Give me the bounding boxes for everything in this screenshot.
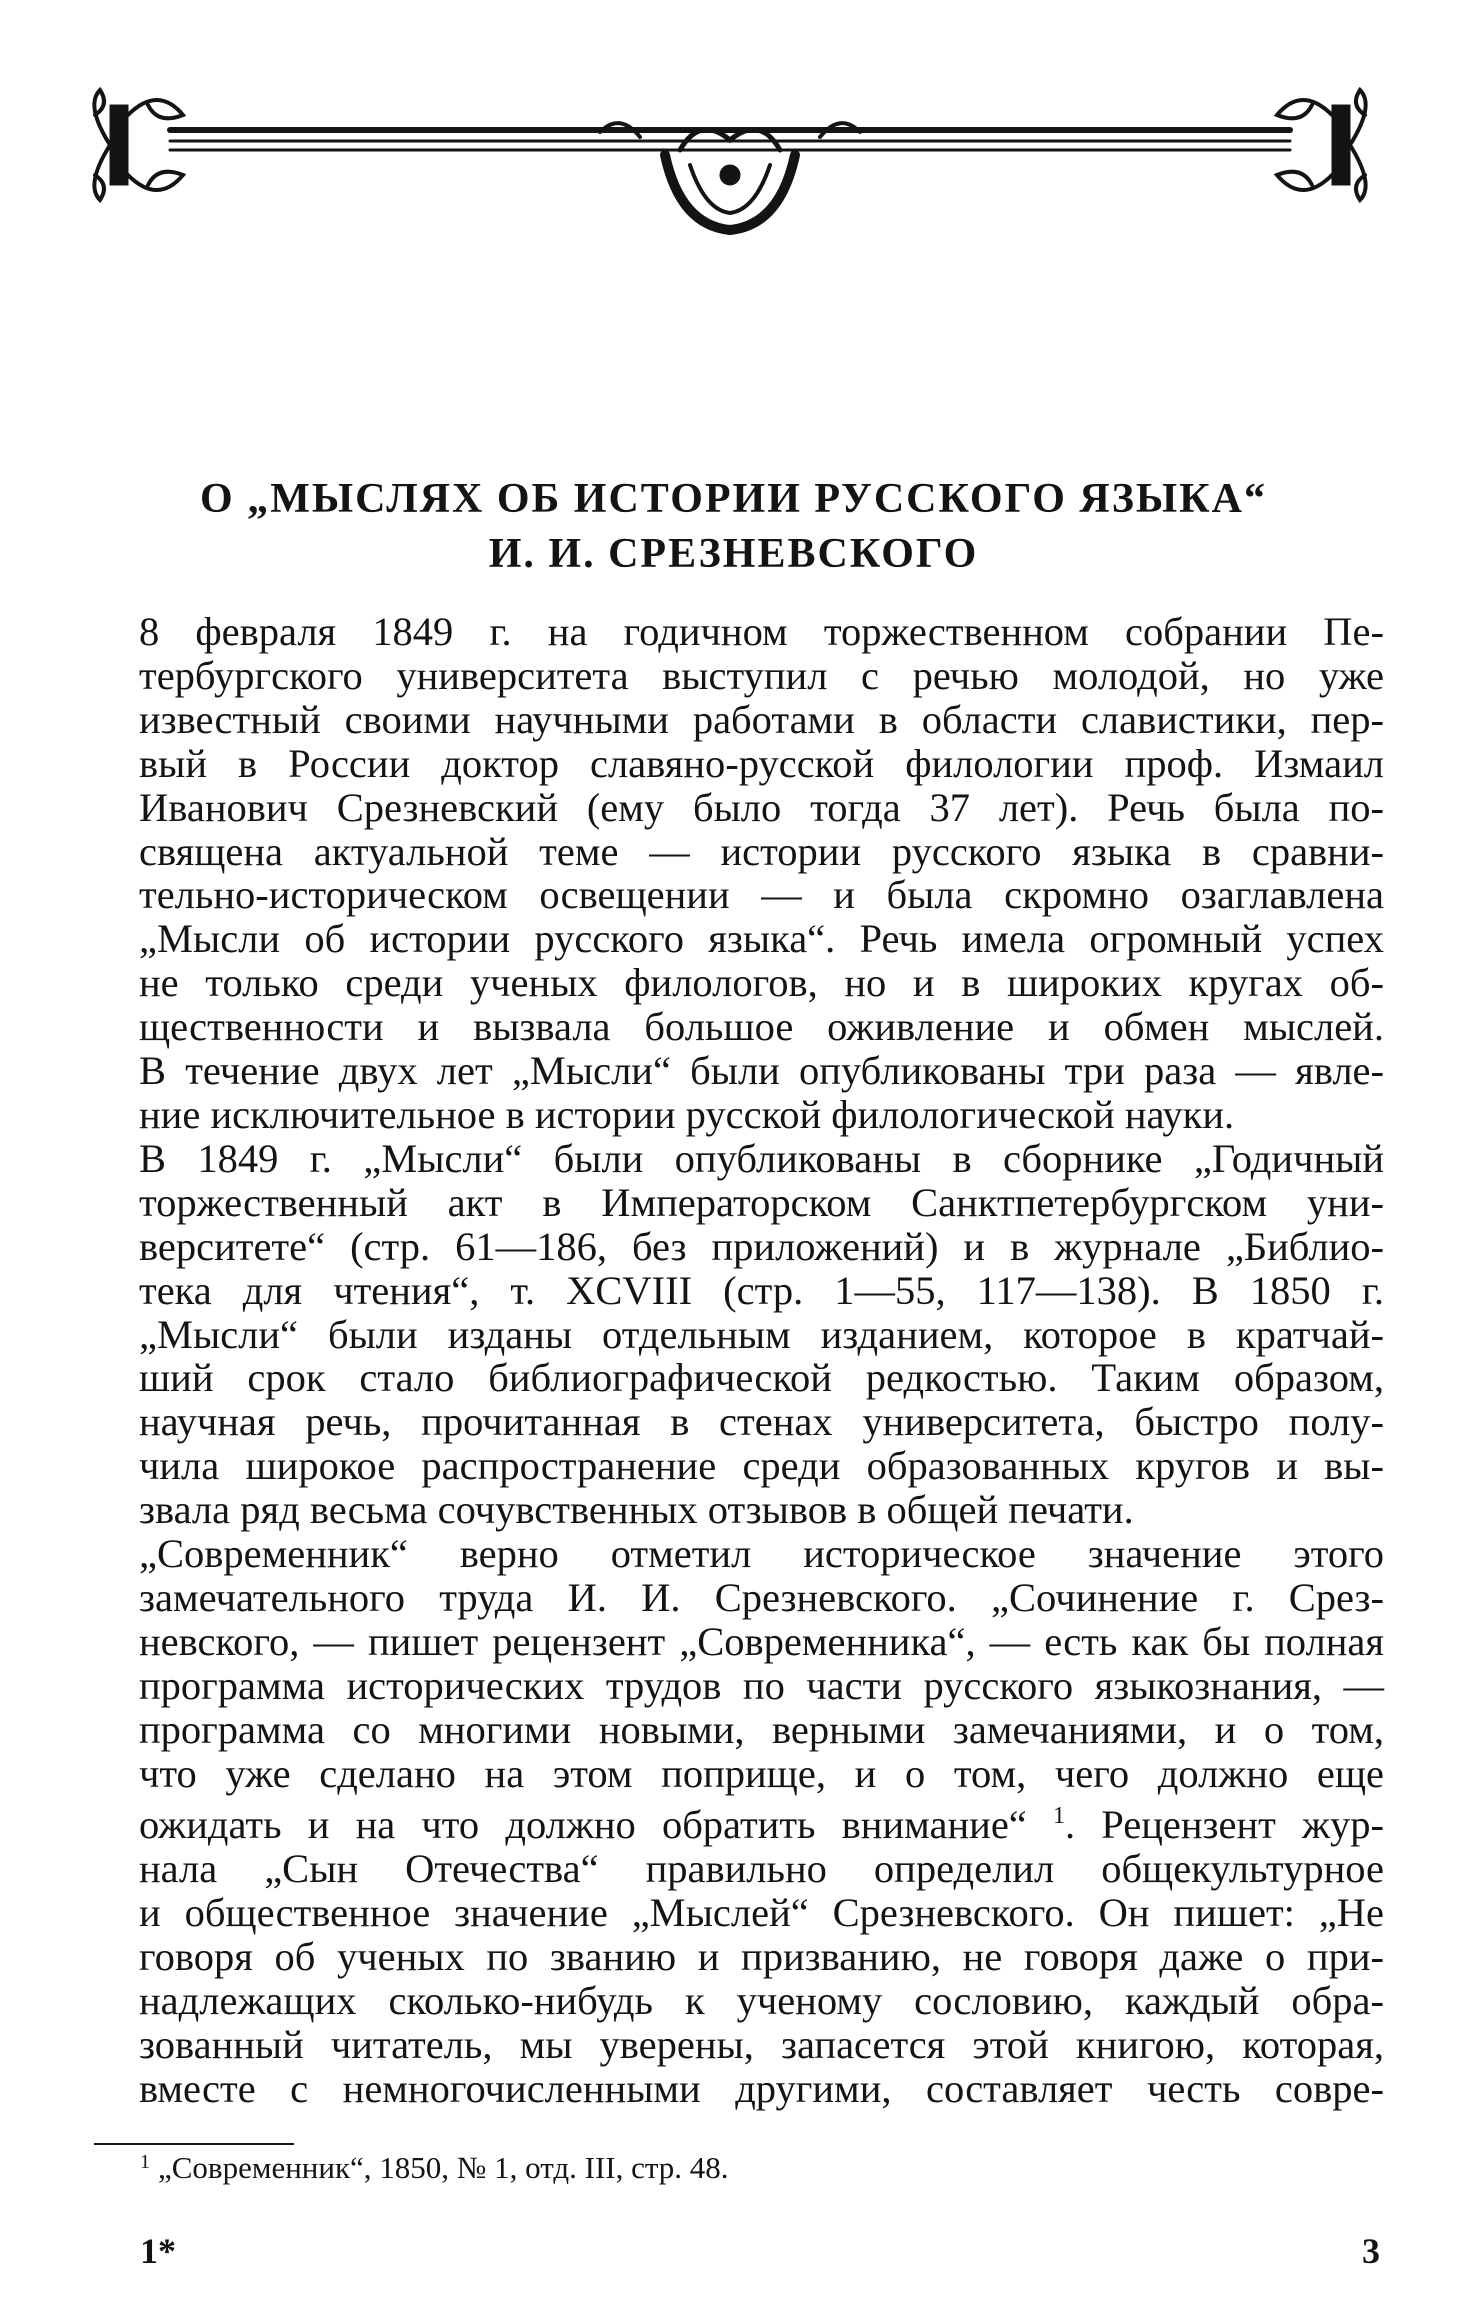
- text-line: ший срок стало библиографической редкостью. Таким образом,: [139, 1355, 1384, 1401]
- text-line-with-footnote-ref: [94, 1795, 1384, 1847]
- text-line: говоря об ученых по званию и призванию, не говоря даже о при-: [139, 1934, 1384, 1980]
- text-line: и общественное значение „Мыслей“ Срезневского. Он пишет: „Не: [139, 1890, 1384, 1936]
- text-line: чила широкое распространение среди образованных кругов и вы-: [139, 1443, 1384, 1489]
- signature-mark: 1*: [140, 2231, 176, 2271]
- article-body: [94, 610, 1384, 2111]
- text-fragment: . Рецензент жур-: [1064, 1802, 1385, 1848]
- text-line: „Мысли“ были изданы отдельным изданием, которое в кратчай-: [139, 1311, 1384, 1357]
- footnote-text: „Современник“, 1850, № 1, отд. III, стр. 48.: [158, 2150, 729, 2185]
- text-line: 8 февраля 1849 г. на годичном торжественном собрании Пе-: [139, 609, 1384, 654]
- text-line: надлежащих сколько-нибудь к ученому сословию, каждый обра-: [139, 1978, 1384, 2024]
- text-line: В 1849 г. „Мысли“ были опубликованы в сборнике „Годичный: [139, 1135, 1384, 1181]
- text-line: невского, — пишет рецензент „Современника“, — есть как бы полная: [139, 1618, 1384, 1664]
- text-line: что уже сделано на этом поприще, и о том, чего должно еще: [139, 1750, 1384, 1796]
- article-title-line-2: И. И. СРЕЗНЕВСКОГО: [488, 531, 979, 577]
- text-line: ние исключительное в истории русской филологической науки.: [139, 1091, 1235, 1137]
- text-line: известный своими научными работами в области славистики, пер-: [139, 696, 1384, 742]
- footnote: [140, 2150, 729, 2186]
- text-line: тербургского университета выступил с речью молодой, но уже: [139, 652, 1384, 698]
- paragraph-3: [94, 1532, 1384, 2111]
- text-line: щественности и вызвала большое оживление и обмен мыслей.: [139, 1004, 1384, 1050]
- text-line: торжественный акт в Императорском Санктпетербургском уни-: [139, 1179, 1384, 1225]
- text-line: тека для чтения“, т. XCVIII (стр. 1—55, 117—138). В 1850 г.: [139, 1267, 1384, 1313]
- text-line: „Мысли об истории русского языка“. Речь имела огромный успех: [139, 916, 1384, 962]
- text-line: священа актуальной теме — истории русского языка в сравни-: [139, 828, 1384, 874]
- paragraph-1: [94, 610, 1384, 1137]
- text-line: программа исторических трудов по части русского языкознания, —: [139, 1662, 1384, 1708]
- text-line: не только среди ученых филологов, но и в широких кругах об-: [139, 960, 1384, 1006]
- footnote-mark: 1: [140, 2151, 150, 2173]
- page-number: 3: [1362, 2231, 1380, 2271]
- text-line: „Современник“ верно отметил историческое значение этого: [139, 1531, 1384, 1577]
- text-line: нала „Сын Отечества“ правильно определил общекультурное: [139, 1846, 1384, 1892]
- decorative-header-ornament: [80, 75, 1380, 235]
- text-line: тельно-историческом освещении — и была скромно озаглавлена: [139, 872, 1384, 918]
- text-line: Иванович Срезневский (ему было тогда 37 лет). Речь была по-: [139, 784, 1384, 830]
- footnote-separator: [94, 2143, 294, 2145]
- paragraph-2: [94, 1137, 1384, 1532]
- text-line: вместе с немногочисленными другими, составляет честь совре-: [139, 2065, 1384, 2111]
- text-line: научная речь, прочитанная в стенах университета, быстро полу-: [139, 1399, 1384, 1445]
- footnote-reference[interactable]: 1: [1052, 1803, 1065, 1830]
- text-line: зованный читатель, мы уверены, запасется этой книгою, которая,: [139, 2022, 1384, 2067]
- text-line: звала ряд весьма сочувственных отзывов в общей печати.: [139, 1487, 1134, 1533]
- text-line: замечательного труда И. И. Срезневского. „Сочинение г. Срез-: [139, 1574, 1384, 1620]
- text-line: программа со многими новыми, верными замечаниями, и о том,: [139, 1706, 1384, 1752]
- text-line: верситете“ (стр. 61—186, без приложений) и в журнале „Библио-: [139, 1223, 1384, 1269]
- article-title-line-1: О „МЫСЛЯХ ОБ ИСТОРИИ РУССКОГО ЯЗЫКА“: [200, 476, 1267, 522]
- text-line: вый в России доктор славяно-русской филологии проф. Измаил: [139, 740, 1384, 786]
- text-fragment: ожидать и на что должно обратить внимание“: [139, 1802, 1027, 1848]
- text-line: В течение двух лет „Мысли“ были опубликованы три раза — явле-: [139, 1048, 1384, 1094]
